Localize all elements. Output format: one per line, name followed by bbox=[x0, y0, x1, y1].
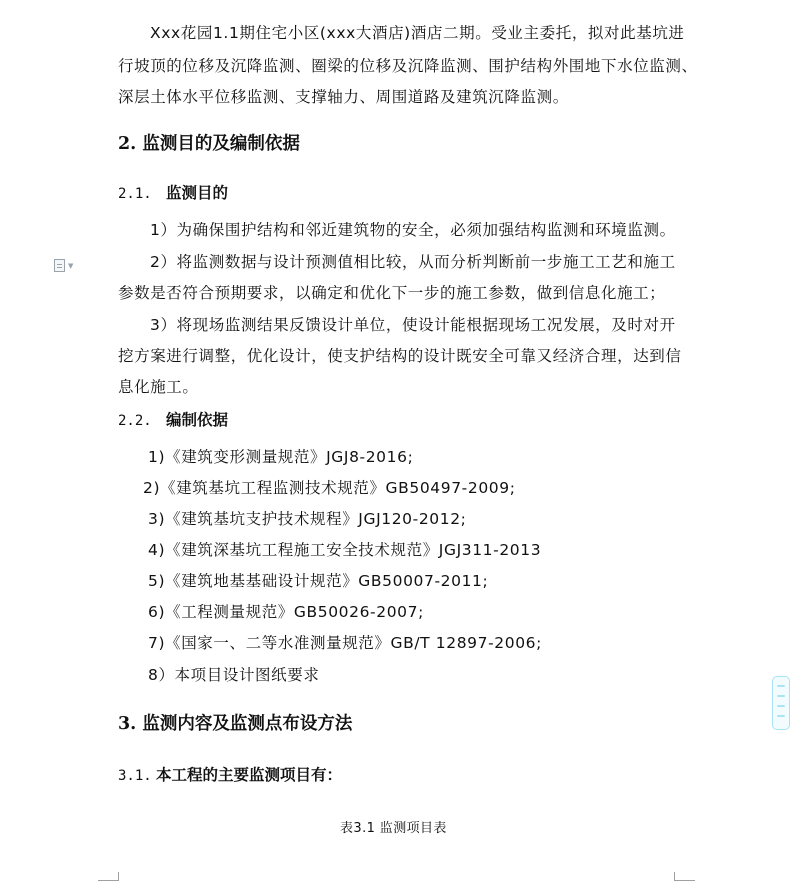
page-corner-mark-left bbox=[98, 872, 119, 881]
basis-item-3: 3)《建筑基坑支护技术规程》JGJ120-2012; bbox=[148, 510, 467, 528]
page-corner-mark-right bbox=[674, 872, 695, 881]
basis-item-7: 7)《国家一、二等水准测量规范》GB/T 12897-2006; bbox=[148, 634, 542, 652]
table-caption: 表3.1 监测项目表 bbox=[340, 821, 447, 836]
section-heading-2: 2. 监测目的及编制依据 bbox=[118, 134, 300, 154]
intro-line-2: 行坡顶的位移及沉降监测、圈梁的位移及沉降监测、围护结构外围地下水位监测、 bbox=[118, 57, 698, 75]
dropdown-caret-icon: ▼ bbox=[68, 262, 74, 270]
subsection-title: 监测目的 bbox=[166, 184, 229, 202]
section-heading-3: 3. 监测内容及监测点布设方法 bbox=[118, 714, 353, 734]
subsection-number: 2.1. bbox=[118, 186, 152, 202]
purpose-item-1: 1）为确保围护结构和邻近建筑物的安全，必须加强结构监测和环境监测。 bbox=[150, 221, 676, 239]
document-icon[interactable] bbox=[54, 259, 82, 273]
intro-line-3: 深层土体水平位移监测、支撑轴力、周围道路及建筑沉降监测。 bbox=[118, 88, 569, 106]
subsection-number: 2.2. bbox=[118, 413, 152, 429]
side-widget-icon[interactable] bbox=[772, 676, 790, 730]
subsection-number: 3.1. bbox=[118, 768, 152, 784]
basis-item-2: 2)《建筑基坑工程监测技术规范》GB50497-2009; bbox=[143, 479, 516, 497]
basis-item-1: 1)《建筑变形测量规范》JGJ8-2016; bbox=[148, 448, 414, 466]
purpose-item-2-line-2: 参数是否符合预期要求，以确定和优化下一步的施工参数，做到信息化施工； bbox=[118, 284, 666, 302]
purpose-item-2-line-1: 2）将监测数据与设计预测值相比较，从而分析判断前一步施工工艺和施工 bbox=[150, 253, 676, 271]
basis-item-5: 5)《建筑地基基础设计规范》GB50007-2011; bbox=[148, 572, 489, 590]
subsection-heading-3-1 bbox=[118, 764, 342, 787]
subsection-heading-2-1 bbox=[118, 182, 228, 205]
purpose-item-3-line-2: 挖方案进行调整，优化设计，使支护结构的设计既安全可靠又经济合理，达到信 bbox=[118, 347, 682, 365]
purpose-item-3-line-3: 息化施工。 bbox=[118, 378, 199, 396]
subsection-title: 本工程的主要监测项目有： bbox=[156, 766, 343, 784]
basis-item-8: 8）本项目设计图纸要求 bbox=[148, 666, 320, 684]
basis-item-6: 6)《工程测量规范》GB50026-2007; bbox=[148, 603, 424, 621]
intro-line-1: Xxx花园1.1期住宅小区(xxx大酒店)酒店二期。受业主委托，拟对此基坑进 bbox=[150, 24, 685, 42]
subsection-title: 编制依据 bbox=[166, 411, 229, 429]
page-sheet-icon bbox=[54, 259, 65, 272]
purpose-item-3-line-1: 3）将现场监测结果反馈设计单位，使设计能根据现场工况发展，及时对开 bbox=[150, 316, 676, 334]
basis-item-4: 4)《建筑深基坑工程施工安全技术规范》JGJ311-2013 bbox=[148, 541, 542, 559]
subsection-heading-2-2 bbox=[118, 409, 228, 432]
